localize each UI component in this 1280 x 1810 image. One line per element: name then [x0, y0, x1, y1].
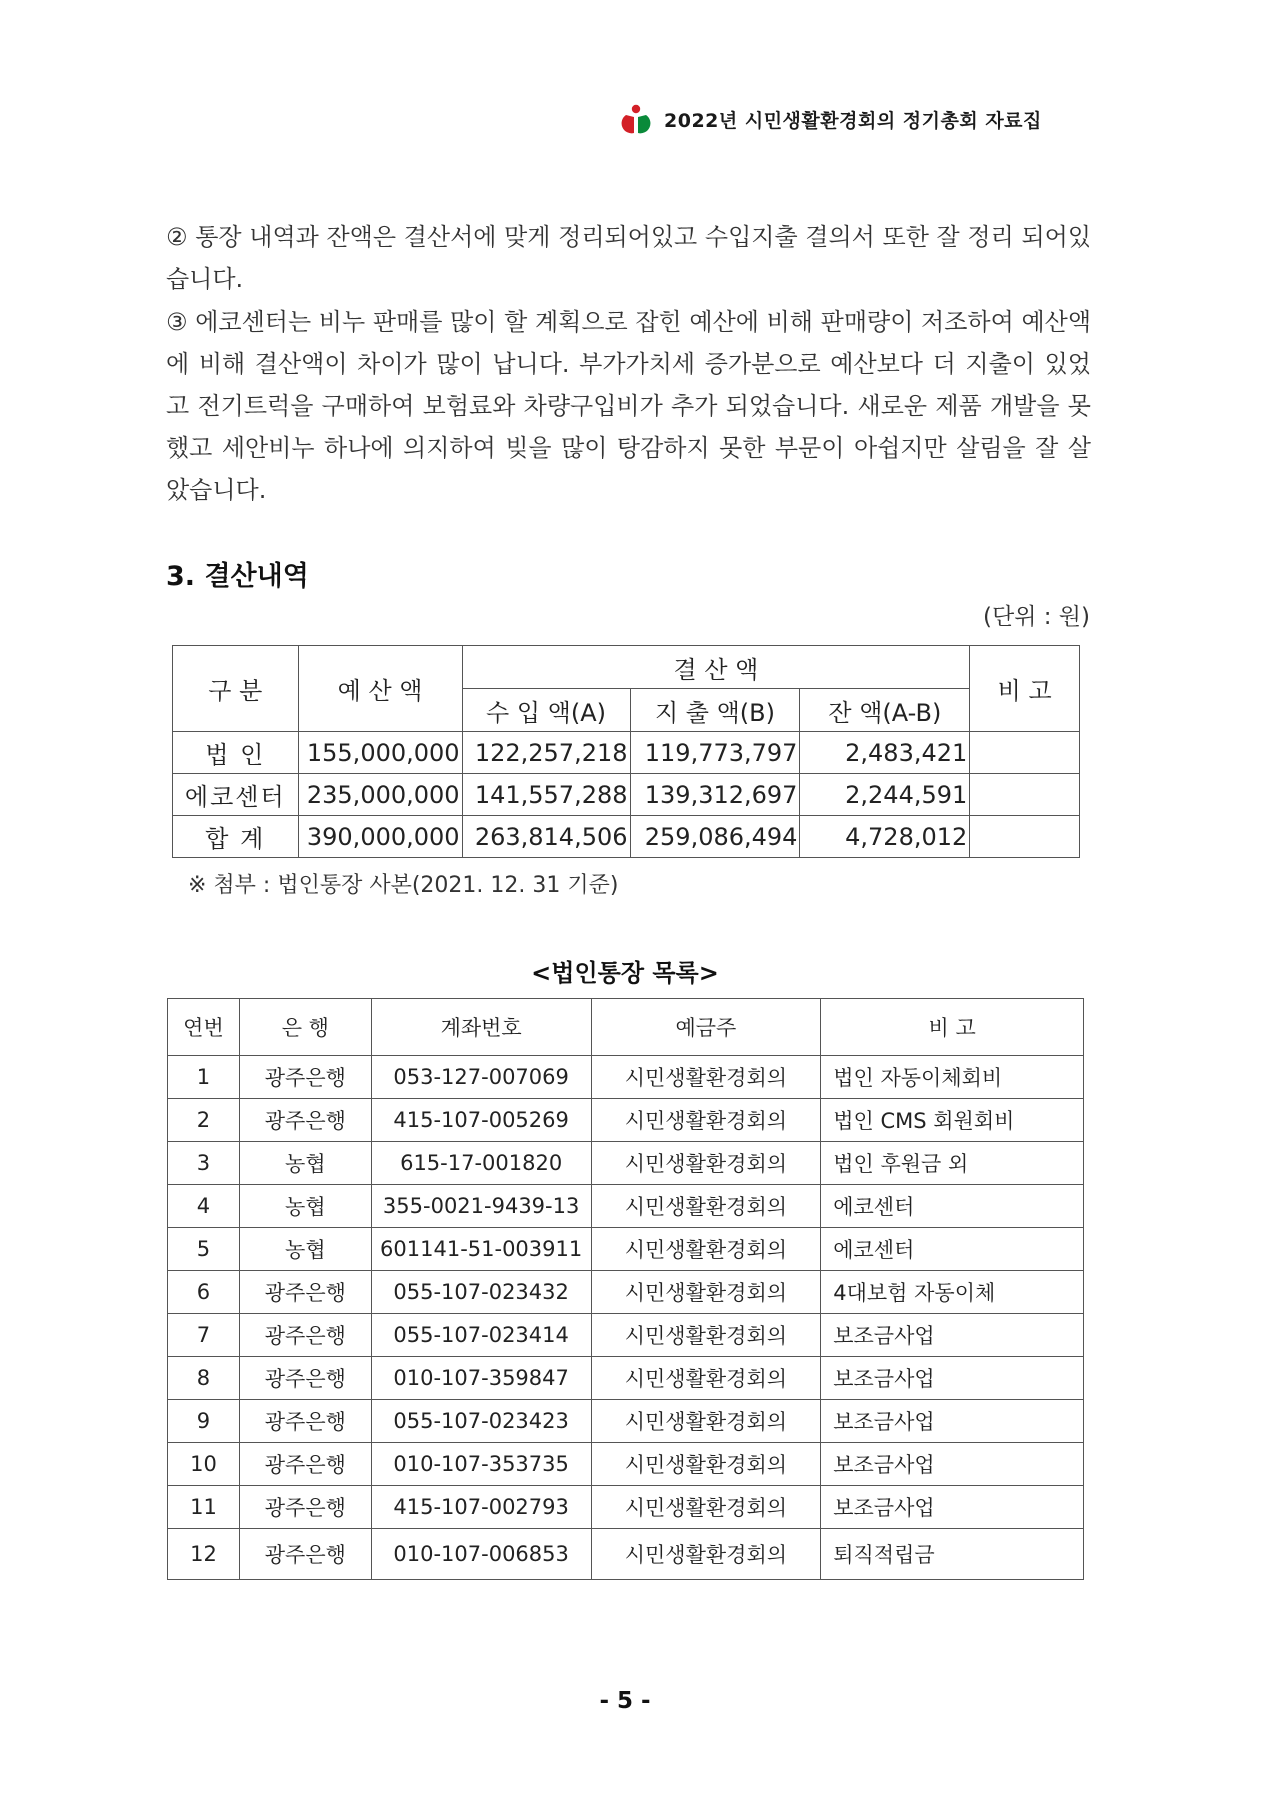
account-list-title: <법인통장 목록> [531, 959, 719, 987]
budget-cell: 155,000,000 [298, 732, 462, 774]
bank-name: 광주은행 [239, 1056, 371, 1099]
header-account-number: 계좌번호 [371, 999, 591, 1056]
row-number: 11 [168, 1486, 240, 1529]
account-memo: 보조금사업 [821, 1357, 1084, 1400]
income-cell: 263,814,506 [462, 816, 630, 858]
row-number: 5 [168, 1228, 240, 1271]
organization-logo-icon [620, 103, 652, 135]
header-income: 수 입 액(A) [462, 689, 630, 732]
account-holder: 시민생활환경회의 [591, 1529, 821, 1580]
account-number: 055-107-023423 [371, 1400, 591, 1443]
account-rows [168, 1056, 1084, 1580]
bank-name: 농협 [239, 1142, 371, 1185]
row-number: 12 [168, 1529, 240, 1580]
account-memo: 법인 자동이체회비 [821, 1056, 1084, 1099]
table-row [168, 1185, 1084, 1228]
row-number: 10 [168, 1443, 240, 1486]
account-list-table [167, 998, 1084, 1580]
paragraph-bank-statement: ② 통장 내역과 잔액은 결산서에 맞게 정리되어있고 수입지출 결의서 또한 잘 정리 되어있습니다. [166, 223, 1091, 293]
budget-cell: 390,000,000 [298, 816, 462, 858]
account-number: 415-107-005269 [371, 1099, 591, 1142]
unit-label: (단위 : 원) [983, 604, 1090, 630]
account-header-row [168, 999, 1084, 1056]
account-holder: 시민생활환경회의 [591, 1185, 821, 1228]
table-row [168, 1228, 1084, 1271]
table-row [168, 1271, 1084, 1314]
row-number: 7 [168, 1314, 240, 1357]
bank-name: 농협 [239, 1228, 371, 1271]
row-number: 9 [168, 1400, 240, 1443]
account-holder: 시민생활환경회의 [591, 1142, 821, 1185]
account-memo: 법인 후원금 외 [821, 1142, 1084, 1185]
table-row [168, 1314, 1084, 1357]
bank-name: 광주은행 [239, 1529, 371, 1580]
expense-cell: 259,086,494 [630, 816, 800, 858]
account-number: 415-107-002793 [371, 1486, 591, 1529]
remarks-cell [970, 816, 1080, 858]
income-cell: 122,257,218 [462, 732, 630, 774]
header-bank: 은 행 [239, 999, 371, 1056]
account-number: 010-107-353735 [371, 1443, 591, 1486]
table-row [173, 816, 1080, 858]
header-expense: 지 출 액(B) [630, 689, 800, 732]
table-row [168, 1357, 1084, 1400]
header-settled: 결 산 액 [462, 646, 970, 689]
account-number: 355-0021-9439-13 [371, 1185, 591, 1228]
bank-name: 광주은행 [239, 1357, 371, 1400]
account-number: 010-107-359847 [371, 1357, 591, 1400]
account-memo: 에코센터 [821, 1185, 1084, 1228]
expense-cell: 119,773,797 [630, 732, 800, 774]
remarks-cell [970, 732, 1080, 774]
table-row [168, 1443, 1084, 1486]
balance-cell: 4,728,012 [800, 816, 970, 858]
bank-name: 광주은행 [239, 1099, 371, 1142]
row-label: 에코센터 [173, 774, 299, 816]
bank-name: 광주은행 [239, 1314, 371, 1357]
row-number: 4 [168, 1185, 240, 1228]
table-row [168, 1056, 1084, 1099]
bank-name: 광주은행 [239, 1486, 371, 1529]
account-memo: 에코센터 [821, 1228, 1084, 1271]
account-memo: 4대보험 자동이체 [821, 1271, 1084, 1314]
account-number: 055-107-023414 [371, 1314, 591, 1357]
account-memo: 보조금사업 [821, 1486, 1084, 1529]
account-memo: 보조금사업 [821, 1400, 1084, 1443]
account-holder: 시민생활환경회의 [591, 1056, 821, 1099]
remarks-cell [970, 774, 1080, 816]
row-number: 1 [168, 1056, 240, 1099]
budget-cell: 235,000,000 [298, 774, 462, 816]
document-title: 2022년 시민생활환경회의 정기총회 자료집 [664, 109, 1042, 132]
table-row [168, 1529, 1084, 1580]
account-memo: 퇴직적립금 [821, 1529, 1084, 1580]
page-number: - 5 - [599, 1688, 651, 1714]
account-holder: 시민생활환경회의 [591, 1486, 821, 1529]
account-memo: 법인 CMS 회원회비 [821, 1099, 1084, 1142]
account-number: 053-127-007069 [371, 1056, 591, 1099]
account-holder: 시민생활환경회의 [591, 1228, 821, 1271]
row-number: 2 [168, 1099, 240, 1142]
table-row [168, 1486, 1084, 1529]
header-remarks: 비 고 [970, 646, 1080, 732]
account-holder: 시민생활환경회의 [591, 1314, 821, 1357]
account-holder: 시민생활환경회의 [591, 1443, 821, 1486]
row-number: 6 [168, 1271, 240, 1314]
income-cell: 141,557,288 [462, 774, 630, 816]
bank-name: 농협 [239, 1185, 371, 1228]
expense-cell: 139,312,697 [630, 774, 800, 816]
row-label: 법 인 [173, 732, 299, 774]
header-no: 연번 [168, 999, 240, 1056]
settlement-table [172, 645, 1080, 858]
table-row [168, 1142, 1084, 1185]
account-holder: 시민생활환경회의 [591, 1357, 821, 1400]
attachment-note: ※ 첨부 : 법인통장 사본(2021. 12. 31 기준) [188, 873, 619, 898]
page-header [620, 103, 1042, 135]
account-memo: 보조금사업 [821, 1443, 1084, 1486]
balance-cell: 2,244,591 [800, 774, 970, 816]
table-row [173, 774, 1080, 816]
row-number: 8 [168, 1357, 240, 1400]
balance-cell: 2,483,421 [800, 732, 970, 774]
table-row [168, 1099, 1084, 1142]
header-remarks: 비 고 [821, 999, 1084, 1056]
row-label: 합 계 [173, 816, 299, 858]
bank-name: 광주은행 [239, 1271, 371, 1314]
account-number: 615-17-001820 [371, 1142, 591, 1185]
settlement-header-row [173, 646, 1080, 689]
account-holder: 시민생활환경회의 [591, 1400, 821, 1443]
account-memo: 보조금사업 [821, 1314, 1084, 1357]
table-row [168, 1400, 1084, 1443]
header-budget: 예 산 액 [298, 646, 462, 732]
account-holder: 시민생활환경회의 [591, 1271, 821, 1314]
header-holder: 예금주 [591, 999, 821, 1056]
paragraph-eco-center: ③ 에코센터는 비누 판매를 많이 할 계획으로 잡힌 예산에 비해 판매량이 저조하여 예산액에 비해 결산액이 차이가 많이 납니다. 부가가치세 증가분으로 예산보다 더 지출이 있었고 전기트럭을 구매하여 보험료와 차량구입비가 추가 되었습니다. 새로운 제품 개발을 못했고 세안비누 하나에 의지하여 빚을 많이 탕감하지 못한 부문이 아쉽지만 살림을 잘 살았습니다. [166, 308, 1091, 504]
table-row [173, 732, 1080, 774]
header-balance: 잔 액(A-B) [800, 689, 970, 732]
account-number: 010-107-006853 [371, 1529, 591, 1580]
row-number: 3 [168, 1142, 240, 1185]
section-title: 3. 결산내역 [166, 561, 309, 592]
bank-name: 광주은행 [239, 1400, 371, 1443]
header-category: 구 분 [173, 646, 299, 732]
account-number: 601141-51-003911 [371, 1228, 591, 1271]
account-holder: 시민생활환경회의 [591, 1099, 821, 1142]
account-number: 055-107-023432 [371, 1271, 591, 1314]
bank-name: 광주은행 [239, 1443, 371, 1486]
